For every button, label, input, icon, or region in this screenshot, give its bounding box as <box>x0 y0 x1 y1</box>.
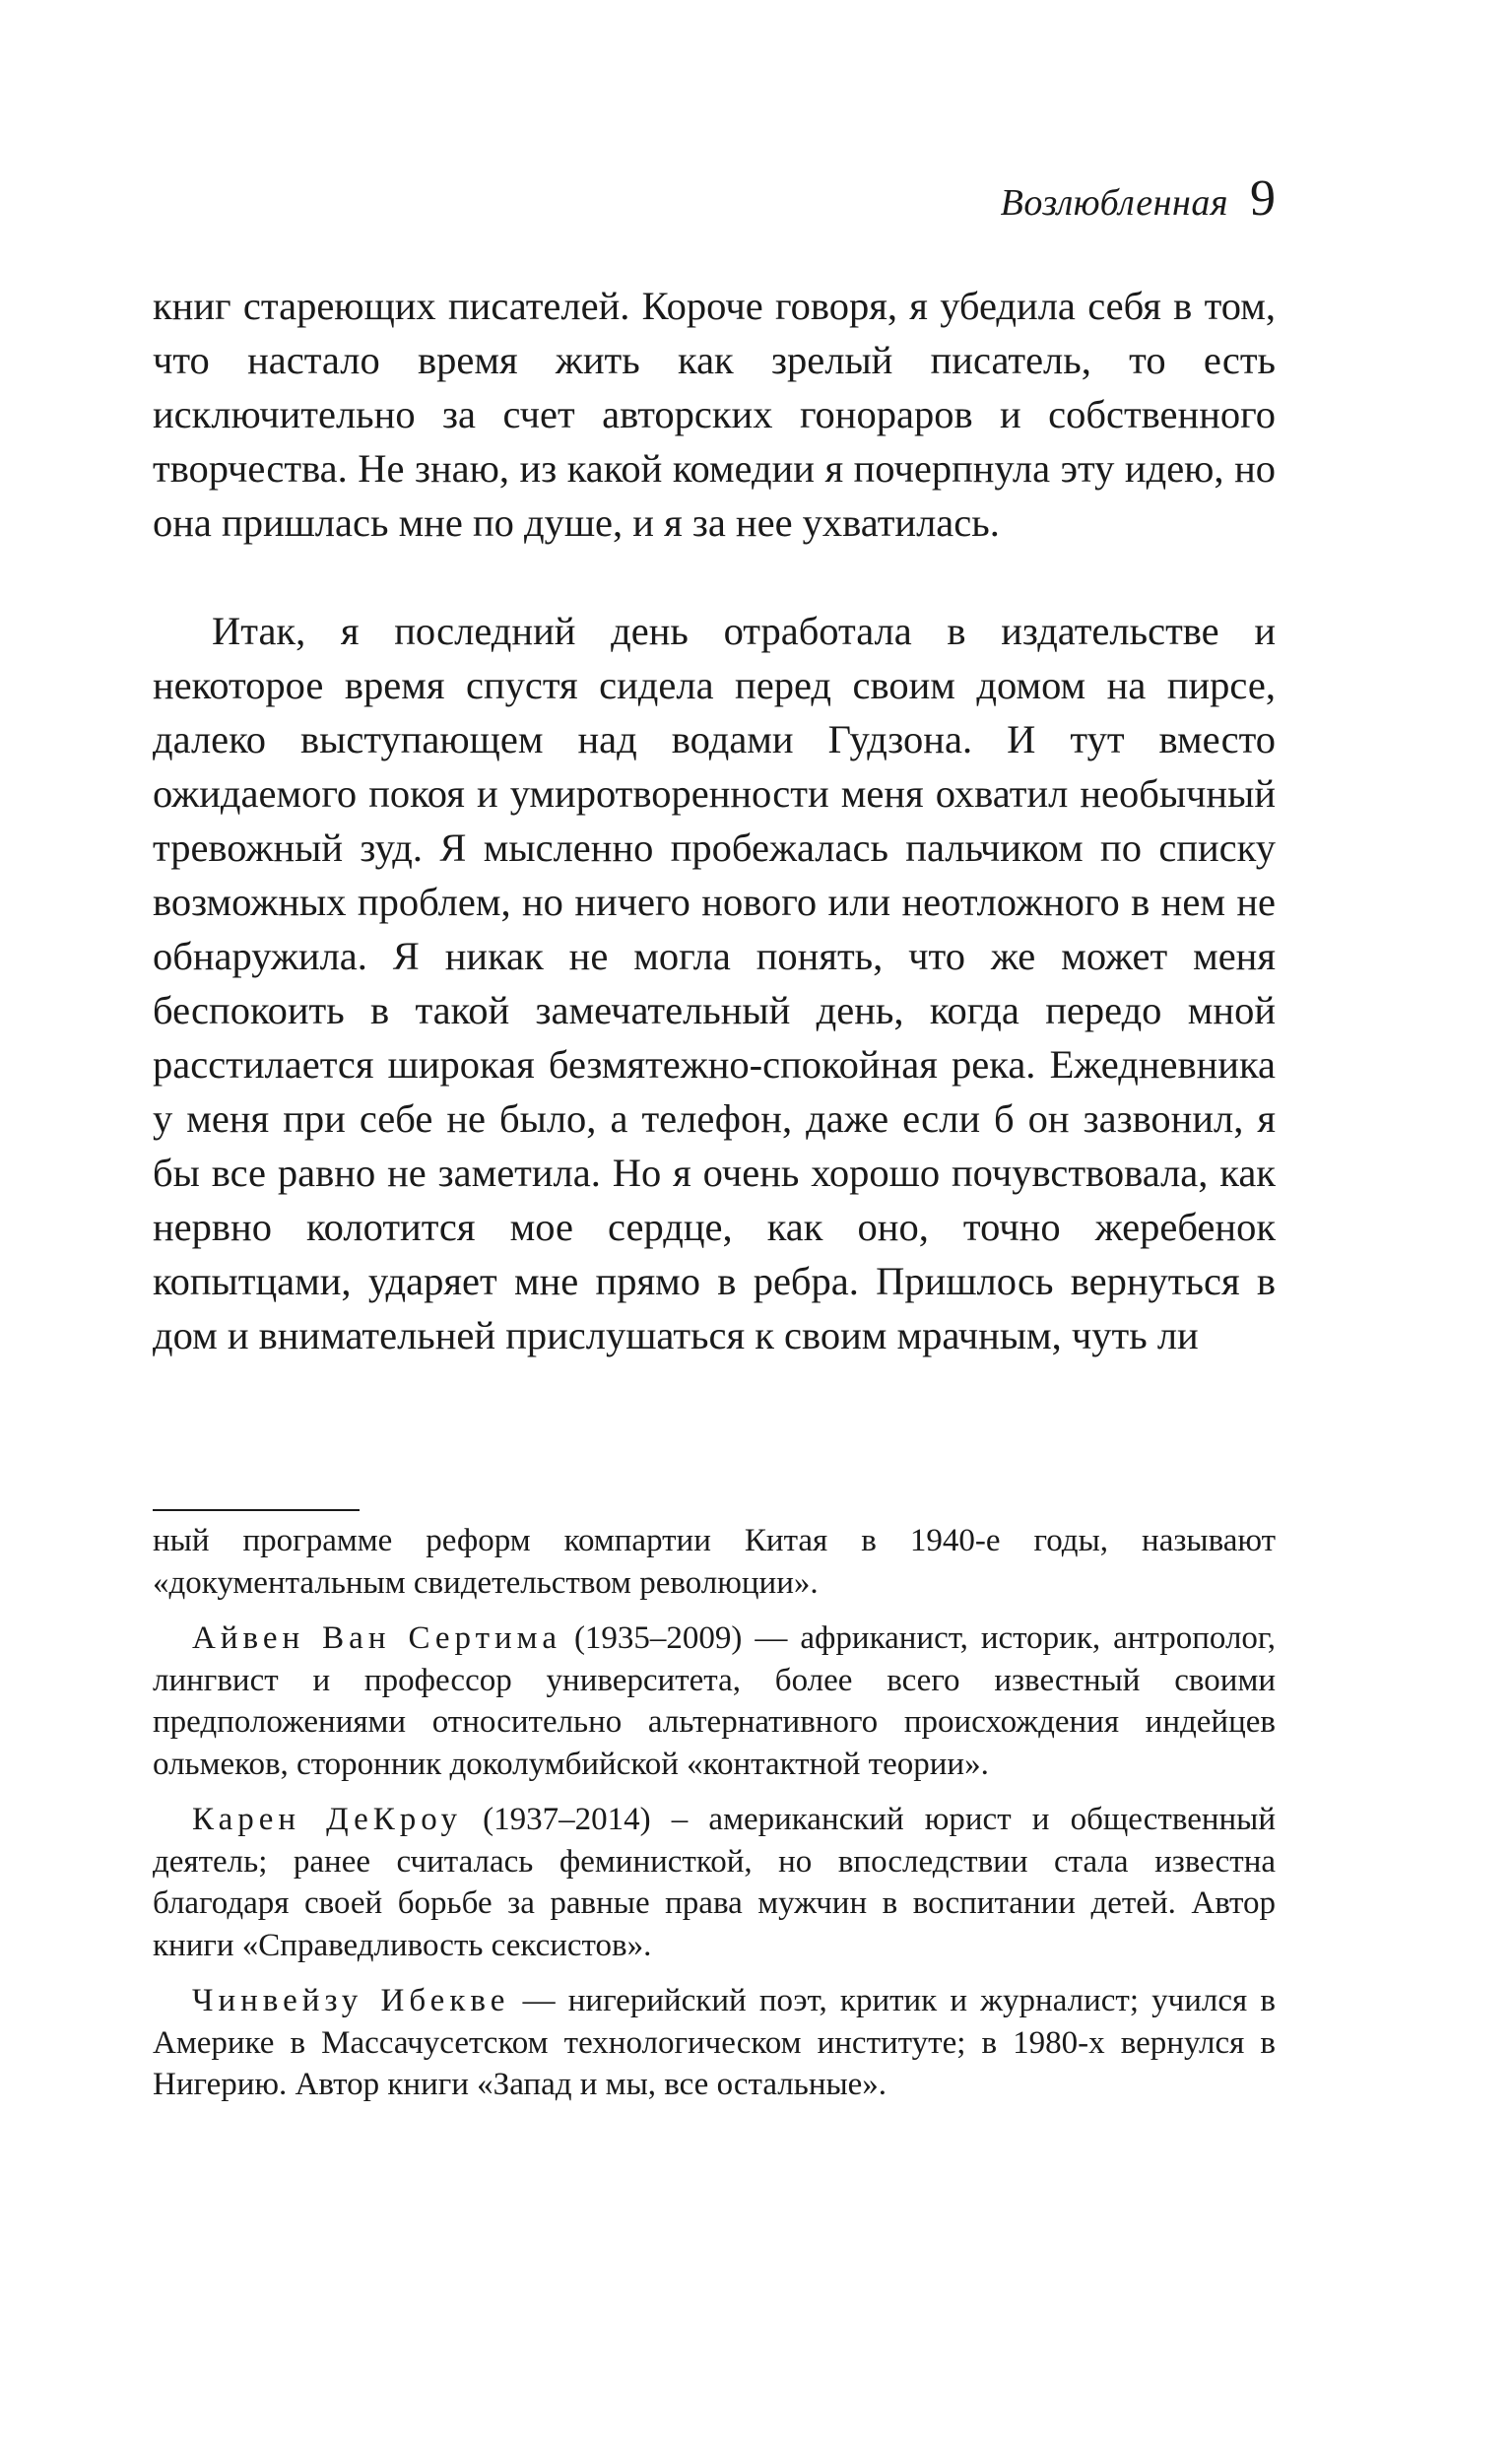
footnote-2-text: (1937–2014) – американский юрист и общественный деятель; ранее считалась феминисткой, но впоследствии стала известна благодаря своей борьбе за равные права мужчин в воспитании детей. Автор книги «Справедливость сексистов». <box>153 1802 1277 1963</box>
main-text <box>153 279 1276 1362</box>
footnote-3-text: — нигерийский поэт, критик и журналист; учился в Америке в Массачусетском технологическом институте; в 1980-х вернулся в Нигерию. Автор книги «Запад и мы, все остальные». <box>153 1983 1276 2102</box>
running-head <box>1001 169 1276 228</box>
footnote-1 <box>153 1618 1276 1785</box>
paragraph-1: книг стареющих писателей. Короче говоря, я убедила себя в том, что настало время жить как зрелый писатель, то есть исключительно за счет авторских гонораров и собственного творчества. Не знаю, из какой комедии я почерпнула эту идею, но она пришлась мне по душе, и я за нее ухватилась. <box>153 284 1276 545</box>
footnote-1-text: (1935–2009) — африканист, историк, антрополог, лингвист и профессор университета, более всего известный своими предположениями относительно альтернативного происхождения индейцев ольмеков, сторонник доколумбийской «контактной теории». <box>153 1620 1276 1782</box>
page-number: 9 <box>1250 170 1276 227</box>
footnote-2 <box>153 1799 1276 1966</box>
footnote-3 <box>153 1980 1276 2106</box>
paragraph-2: Итак, я последний день отработала в издательстве и некоторое время спустя сидела перед своим домом на пирсе, далеко выступающем над водами Гудзона. И тут вместо ожидаемого покоя и умиротворенности меня охватил необычный тревожный зуд. Я мысленно пробежалась пальчиком по списку возможных проблем, но ничего нового или неотложного в нем не обнаружила. Я никак не могла понять, что же может меня беспокоить в такой замечательный день, когда передо мной расстилается широкая безмятежно-спокойная река. Ежедневника у меня при себе не было, а телефон, даже если б он зазвонил, я бы все равно не заметила. Но я очень хорошо почувствовала, как нервно колотится мое сердце, как оно, точно жеребенок копытцами, ударяет мне прямо в ребра. Пришлось вернуться в дом и внимательней прислушаться к своим мрачным, чуть ли <box>153 609 1276 1357</box>
footnote-2-name: Карен ДеКроу <box>192 1802 462 1837</box>
footnote-divider <box>153 1509 360 1511</box>
footnote-1-name: Айвен Ван Сертима <box>192 1620 561 1656</box>
footnote-continuation: ный программе реформ компартии Китая в 1940-е годы, называют «документальным свидетельством революции». <box>153 1523 1276 1601</box>
running-title: Возлюбленная <box>1000 182 1228 224</box>
footnote-3-name: Чинвейзу Ибекве <box>192 1983 510 2018</box>
footnotes <box>153 1520 1276 2120</box>
book-page <box>153 0 1276 2443</box>
